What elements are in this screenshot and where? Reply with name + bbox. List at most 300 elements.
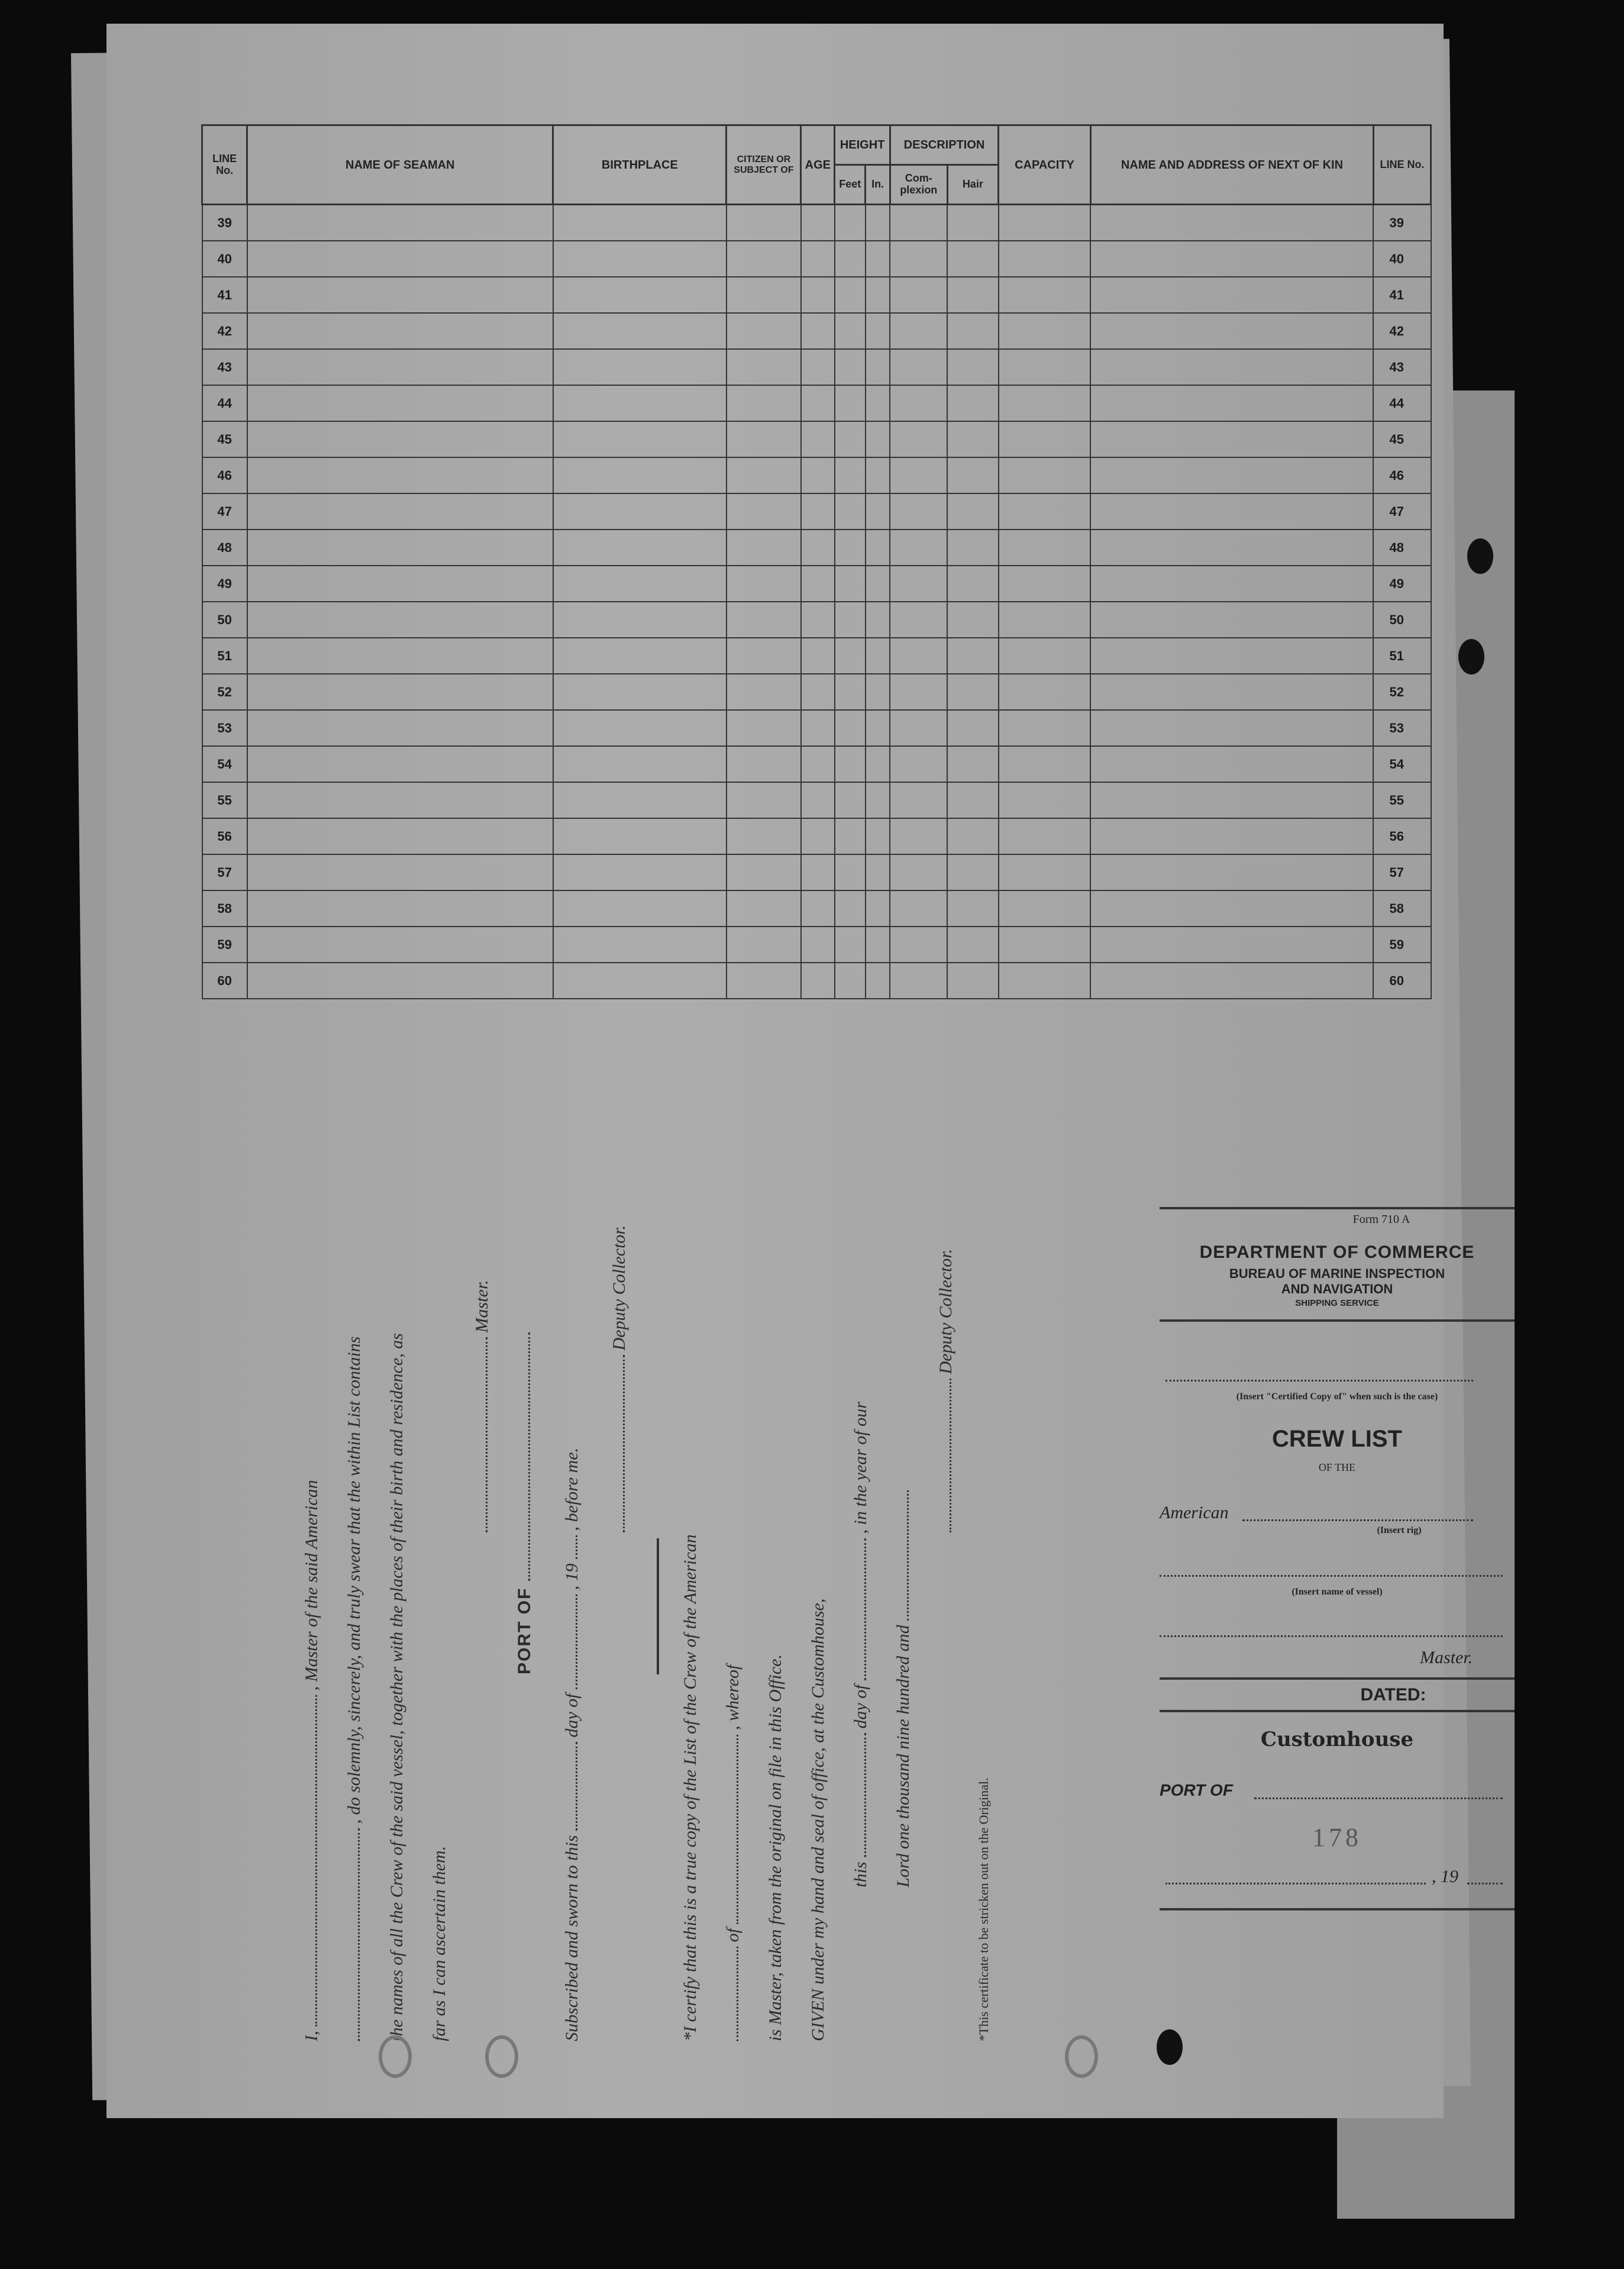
citizen-cell[interactable] [727, 313, 801, 349]
citizen-cell[interactable] [727, 530, 801, 566]
hair-cell[interactable] [947, 782, 998, 818]
name-cell[interactable] [247, 493, 553, 530]
next-of-kin-cell[interactable] [1090, 421, 1373, 457]
capacity-cell[interactable] [999, 530, 1091, 566]
citizen-cell[interactable] [727, 349, 801, 385]
birthplace-cell[interactable] [553, 349, 727, 385]
complexion-cell[interactable] [890, 566, 947, 602]
age-cell[interactable] [801, 566, 835, 602]
hair-cell[interactable] [947, 277, 998, 313]
oath-vessel-blank[interactable] [345, 1828, 360, 2041]
inches-cell[interactable] [866, 313, 890, 349]
inches-cell[interactable] [866, 566, 890, 602]
citizen-cell[interactable] [727, 710, 801, 746]
next-of-kin-cell[interactable] [1090, 385, 1373, 421]
hair-cell[interactable] [947, 638, 998, 674]
table-row [202, 927, 1431, 963]
inches-cell[interactable] [866, 927, 890, 963]
birthplace-cell[interactable] [553, 241, 727, 277]
next-of-kin-cell[interactable] [1090, 854, 1373, 890]
row-line-number-right: 47 [1373, 493, 1431, 530]
col-hair: Hair [947, 165, 998, 205]
capacity-cell[interactable] [999, 818, 1091, 854]
inches-cell[interactable] [866, 818, 890, 854]
next-of-kin-cell[interactable] [1090, 566, 1373, 602]
feet-cell[interactable] [835, 638, 866, 674]
row-line-number: 47 [202, 493, 247, 530]
col-citizen: CITIZEN OR SUBJECT OF [727, 125, 801, 205]
next-of-kin-cell[interactable] [1090, 493, 1373, 530]
table-row [202, 782, 1431, 818]
age-cell[interactable] [801, 530, 835, 566]
hair-cell[interactable] [947, 530, 998, 566]
citizen-cell[interactable] [727, 205, 801, 241]
col-line-no-right: LINE No. [1373, 125, 1431, 205]
citizen-cell[interactable] [727, 782, 801, 818]
feet-cell[interactable] [835, 493, 866, 530]
vessel-name-blank[interactable] [1160, 1574, 1503, 1577]
name-cell[interactable] [247, 313, 553, 349]
capacity-cell[interactable] [999, 963, 1091, 999]
row-line-number-right: 41 [1373, 277, 1431, 313]
row-line-number-right: 55 [1373, 782, 1431, 818]
inches-cell[interactable] [866, 710, 890, 746]
feet-cell[interactable] [835, 385, 866, 421]
row-line-number-right: 43 [1373, 349, 1431, 385]
table-row [202, 674, 1431, 710]
col-name-of-seaman: NAME OF SEAMAN [247, 125, 553, 205]
hair-cell[interactable] [947, 313, 998, 349]
cover-port-blank[interactable] [1254, 1796, 1503, 1799]
inches-cell[interactable] [866, 746, 890, 782]
citizen-cell[interactable] [727, 674, 801, 710]
birthplace-cell[interactable] [553, 890, 727, 927]
oath-master-name-blank[interactable] [302, 1695, 317, 2026]
inches-cell[interactable] [866, 674, 890, 710]
complexion-cell[interactable] [890, 241, 947, 277]
capacity-cell[interactable] [999, 710, 1091, 746]
feet-cell[interactable] [835, 890, 866, 927]
row-line-number-right: 44 [1373, 385, 1431, 421]
name-cell[interactable] [247, 638, 553, 674]
age-cell[interactable] [801, 313, 835, 349]
hair-cell[interactable] [947, 205, 998, 241]
hair-cell[interactable] [947, 674, 998, 710]
punch-hole-1 [1467, 538, 1493, 574]
cert-vessel-blank[interactable] [724, 1735, 738, 1924]
cert-day-of: day of [851, 1684, 870, 1729]
age-cell[interactable] [801, 674, 835, 710]
capacity-cell[interactable] [999, 493, 1091, 530]
cover-year-blank[interactable] [1467, 1881, 1503, 1884]
age-cell[interactable] [801, 421, 835, 457]
capacity-cell[interactable] [999, 746, 1091, 782]
capacity-cell[interactable] [999, 602, 1091, 638]
capacity-cell[interactable] [999, 457, 1091, 493]
citizen-cell[interactable] [727, 890, 801, 927]
feet-cell[interactable] [835, 602, 866, 638]
row-line-number: 39 [202, 205, 247, 241]
cover-date-blank[interactable] [1165, 1881, 1426, 1884]
hair-cell[interactable] [947, 963, 998, 999]
punch-hole-2 [1458, 639, 1484, 674]
complexion-cell[interactable] [890, 385, 947, 421]
next-of-kin-cell[interactable] [1090, 349, 1373, 385]
feet-cell[interactable] [835, 530, 866, 566]
oath-before-me: , before me. [562, 1447, 582, 1531]
next-of-kin-cell[interactable] [1090, 674, 1373, 710]
feet-cell[interactable] [835, 349, 866, 385]
age-cell[interactable] [801, 710, 835, 746]
feet-cell[interactable] [835, 566, 866, 602]
hair-cell[interactable] [947, 710, 998, 746]
birthplace-cell[interactable] [553, 963, 727, 999]
citizen-cell[interactable] [727, 493, 801, 530]
row-line-number: 55 [202, 782, 247, 818]
row-line-number: 46 [202, 457, 247, 493]
cert-rig-blank[interactable] [724, 1947, 738, 2041]
citizen-cell[interactable] [727, 277, 801, 313]
oath-block [302, 1166, 1071, 2041]
age-cell[interactable] [801, 854, 835, 890]
feet-cell[interactable] [835, 457, 866, 493]
inches-cell[interactable] [866, 349, 890, 385]
next-of-kin-cell[interactable] [1090, 602, 1373, 638]
citizen-cell[interactable] [727, 457, 801, 493]
birthplace-cell[interactable] [553, 638, 727, 674]
feet-cell[interactable] [835, 313, 866, 349]
birthplace-cell[interactable] [553, 313, 727, 349]
name-cell[interactable] [247, 566, 553, 602]
feet-cell[interactable] [835, 746, 866, 782]
age-cell[interactable] [801, 241, 835, 277]
age-cell[interactable] [801, 277, 835, 313]
age-cell[interactable] [801, 205, 835, 241]
citizen-cell[interactable] [727, 927, 801, 963]
name-cell[interactable] [247, 241, 553, 277]
table-row [202, 890, 1431, 927]
age-cell[interactable] [801, 602, 835, 638]
next-of-kin-cell[interactable] [1090, 530, 1373, 566]
next-of-kin-cell[interactable] [1090, 241, 1373, 277]
feet-cell[interactable] [835, 205, 866, 241]
birthplace-cell[interactable] [553, 530, 727, 566]
inches-cell[interactable] [866, 963, 890, 999]
hair-cell[interactable] [947, 421, 998, 457]
hair-cell[interactable] [947, 818, 998, 854]
feet-cell[interactable] [835, 241, 866, 277]
next-of-kin-cell[interactable] [1090, 710, 1373, 746]
row-line-number-right: 54 [1373, 746, 1431, 782]
cert-of: of [723, 1928, 742, 1942]
oath-line3: the names of all the Crew of the said vessel, together with the places of their birth and residence, as [387, 1333, 406, 2041]
complexion-cell[interactable] [890, 457, 947, 493]
hair-cell[interactable] [947, 349, 998, 385]
feet-cell[interactable] [835, 710, 866, 746]
birthplace-cell[interactable] [553, 927, 727, 963]
complexion-cell[interactable] [890, 421, 947, 457]
birthplace-cell[interactable] [553, 205, 727, 241]
oath-master: Master. [472, 1280, 492, 1333]
birthplace-cell[interactable] [553, 782, 727, 818]
next-of-kin-cell[interactable] [1090, 890, 1373, 927]
inches-cell[interactable] [866, 602, 890, 638]
next-of-kin-cell[interactable] [1090, 277, 1373, 313]
certified-copy-blank[interactable] [1165, 1379, 1473, 1382]
row-line-number-right: 58 [1373, 890, 1431, 927]
name-cell[interactable] [247, 963, 553, 999]
next-of-kin-cell[interactable] [1090, 746, 1373, 782]
cover-rule-bottom [1160, 1908, 1515, 1910]
next-of-kin-cell[interactable] [1090, 782, 1373, 818]
next-of-kin-cell[interactable] [1090, 313, 1373, 349]
feet-cell[interactable] [835, 674, 866, 710]
citizen-cell[interactable] [727, 241, 801, 277]
next-of-kin-cell[interactable] [1090, 205, 1373, 241]
complexion-cell[interactable] [890, 277, 947, 313]
table-row [202, 313, 1431, 349]
row-line-number: 49 [202, 566, 247, 602]
name-cell[interactable] [247, 710, 553, 746]
oath-day-blank[interactable] [563, 1742, 577, 1831]
citizen-cell[interactable] [727, 638, 801, 674]
department-title: DEPARTMENT OF COMMERCE [1199, 1242, 1475, 1262]
birthplace-cell[interactable] [553, 710, 727, 746]
complexion-cell[interactable] [890, 710, 947, 746]
hair-cell[interactable] [947, 746, 998, 782]
capacity-cell[interactable] [999, 349, 1091, 385]
feet-cell[interactable] [835, 927, 866, 963]
inches-cell[interactable] [866, 890, 890, 927]
hair-cell[interactable] [947, 854, 998, 890]
crew-list-title: CREW LIST [1272, 1426, 1402, 1452]
name-cell[interactable] [247, 277, 553, 313]
hair-cell[interactable] [947, 241, 998, 277]
cert-month-blank[interactable] [851, 1538, 866, 1680]
age-cell[interactable] [801, 746, 835, 782]
name-cell[interactable] [247, 854, 553, 890]
oath-year-blank[interactable] [563, 1535, 577, 1559]
citizen-cell[interactable] [727, 566, 801, 602]
name-cell[interactable] [247, 385, 553, 421]
complexion-cell[interactable] [890, 746, 947, 782]
cert-footnote: *This certificate to be stricken out on the Original. [976, 1777, 991, 2041]
age-cell[interactable] [801, 385, 835, 421]
table-row [202, 602, 1431, 638]
age-cell[interactable] [801, 638, 835, 674]
complexion-cell[interactable] [890, 530, 947, 566]
col-capacity: CAPACITY [999, 125, 1091, 205]
table-row [202, 566, 1431, 602]
hair-cell[interactable] [947, 602, 998, 638]
birthplace-cell[interactable] [553, 746, 727, 782]
name-cell[interactable] [247, 530, 553, 566]
cert-line3: is Master, taken from the original on file in this Office. [766, 1654, 785, 2041]
name-cell[interactable] [247, 746, 553, 782]
hair-cell[interactable] [947, 493, 998, 530]
name-cell[interactable] [247, 457, 553, 493]
hair-cell[interactable] [947, 457, 998, 493]
birthplace-cell[interactable] [553, 493, 727, 530]
complexion-cell[interactable] [890, 674, 947, 710]
complexion-cell[interactable] [890, 313, 947, 349]
complexion-cell[interactable] [890, 602, 947, 638]
inches-cell[interactable] [866, 530, 890, 566]
feet-cell[interactable] [835, 782, 866, 818]
table-row [202, 818, 1431, 854]
capacity-cell[interactable] [999, 205, 1091, 241]
complexion-cell[interactable] [890, 782, 947, 818]
birthplace-cell[interactable] [553, 566, 727, 602]
capacity-cell[interactable] [999, 674, 1091, 710]
complexion-cell[interactable] [890, 638, 947, 674]
age-cell[interactable] [801, 963, 835, 999]
complexion-cell[interactable] [890, 349, 947, 385]
next-of-kin-cell[interactable] [1090, 818, 1373, 854]
inches-cell[interactable] [866, 421, 890, 457]
age-cell[interactable] [801, 782, 835, 818]
oath-collector-blank[interactable] [610, 1355, 625, 1532]
master-label: Master. [1420, 1648, 1473, 1667]
name-cell[interactable] [247, 674, 553, 710]
capacity-cell[interactable] [999, 277, 1091, 313]
next-of-kin-cell[interactable] [1090, 963, 1373, 999]
citizen-cell[interactable] [727, 963, 801, 999]
hair-cell[interactable] [947, 927, 998, 963]
birthplace-cell[interactable] [553, 421, 727, 457]
row-line-number: 56 [202, 818, 247, 854]
hair-cell[interactable] [947, 566, 998, 602]
age-cell[interactable] [801, 457, 835, 493]
capacity-cell[interactable] [999, 854, 1091, 890]
name-cell[interactable] [247, 602, 553, 638]
next-of-kin-cell[interactable] [1090, 927, 1373, 963]
cover-rule-dated [1160, 1677, 1515, 1680]
citizen-cell[interactable] [727, 421, 801, 457]
citizen-cell[interactable] [727, 385, 801, 421]
table-row [202, 385, 1431, 421]
row-line-number-right: 49 [1373, 566, 1431, 602]
cert-collector-blank[interactable] [937, 1379, 951, 1532]
oath-master-signature-blank[interactable] [473, 1337, 487, 1532]
age-cell[interactable] [801, 927, 835, 963]
next-of-kin-cell[interactable] [1090, 457, 1373, 493]
name-cell[interactable] [247, 818, 553, 854]
inches-cell[interactable] [866, 457, 890, 493]
birthplace-cell[interactable] [553, 674, 727, 710]
capacity-cell[interactable] [999, 421, 1091, 457]
feet-cell[interactable] [835, 963, 866, 999]
table-row [202, 710, 1431, 746]
age-cell[interactable] [801, 890, 835, 927]
citizen-cell[interactable] [727, 854, 801, 890]
oath-port-blank[interactable] [515, 1332, 530, 1581]
cert-lord: Lord one thousand nine hundred and [893, 1625, 913, 1887]
name-cell[interactable] [247, 782, 553, 818]
inches-cell[interactable] [866, 277, 890, 313]
stamp-number: 178 [1312, 1823, 1362, 1852]
inches-cell[interactable] [866, 385, 890, 421]
capacity-cell[interactable] [999, 782, 1091, 818]
inches-cell[interactable] [866, 782, 890, 818]
birthplace-cell[interactable] [553, 854, 727, 890]
inches-cell[interactable] [866, 854, 890, 890]
row-line-number: 53 [202, 710, 247, 746]
citizen-cell[interactable] [727, 746, 801, 782]
table-row [202, 963, 1431, 999]
age-cell[interactable] [801, 349, 835, 385]
oath-year: , 19 [562, 1563, 582, 1590]
complexion-cell[interactable] [890, 854, 947, 890]
name-cell[interactable] [247, 421, 553, 457]
cert-whereof: , whereof [723, 1664, 742, 1731]
capacity-cell[interactable] [999, 638, 1091, 674]
complexion-cell[interactable] [890, 818, 947, 854]
cert-day-blank[interactable] [851, 1733, 866, 1857]
cert-year-of-our: , in the year of our [851, 1402, 870, 1534]
name-cell[interactable] [247, 349, 553, 385]
feet-cell[interactable] [835, 421, 866, 457]
inches-cell[interactable] [866, 493, 890, 530]
capacity-cell[interactable] [999, 241, 1091, 277]
name-cell[interactable] [247, 890, 553, 927]
binder-hole-3 [1065, 2035, 1098, 2078]
feet-cell[interactable] [835, 277, 866, 313]
birthplace-cell[interactable] [553, 818, 727, 854]
rig-blank[interactable] [1242, 1518, 1473, 1521]
capacity-cell[interactable] [999, 890, 1091, 927]
name-cell[interactable] [247, 205, 553, 241]
cert-this: this [851, 1861, 870, 1887]
feet-cell[interactable] [835, 818, 866, 854]
inches-cell[interactable] [866, 638, 890, 674]
complexion-cell[interactable] [890, 963, 947, 999]
complexion-cell[interactable] [890, 927, 947, 963]
oath-month-blank[interactable] [563, 1595, 577, 1689]
birthplace-cell[interactable] [553, 457, 727, 493]
capacity-cell[interactable] [999, 566, 1091, 602]
citizen-cell[interactable] [727, 602, 801, 638]
table-row [202, 746, 1431, 782]
feet-cell[interactable] [835, 854, 866, 890]
hair-cell[interactable] [947, 385, 998, 421]
table-row [202, 277, 1431, 313]
complexion-cell[interactable] [890, 493, 947, 530]
inches-cell[interactable] [866, 241, 890, 277]
name-cell[interactable] [247, 927, 553, 963]
table-row [202, 457, 1431, 493]
hair-cell[interactable] [947, 890, 998, 927]
master-name-blank[interactable] [1160, 1634, 1503, 1637]
capacity-cell[interactable] [999, 385, 1091, 421]
complexion-cell[interactable] [890, 205, 947, 241]
citizen-cell[interactable] [727, 818, 801, 854]
birthplace-cell[interactable] [553, 602, 727, 638]
birthplace-cell[interactable] [553, 385, 727, 421]
next-of-kin-cell[interactable] [1090, 638, 1373, 674]
cert-line1: *I certify that this is a true copy of the List of the Crew of the American [680, 1534, 700, 2041]
capacity-cell[interactable] [999, 927, 1091, 963]
cert-year-blank[interactable] [894, 1490, 909, 1621]
inches-cell[interactable] [866, 205, 890, 241]
birthplace-cell[interactable] [553, 277, 727, 313]
row-line-number-right: 42 [1373, 313, 1431, 349]
capacity-cell[interactable] [999, 313, 1091, 349]
age-cell[interactable] [801, 818, 835, 854]
complexion-cell[interactable] [890, 890, 947, 927]
cover-rule-mid [1160, 1319, 1515, 1322]
age-cell[interactable] [801, 493, 835, 530]
